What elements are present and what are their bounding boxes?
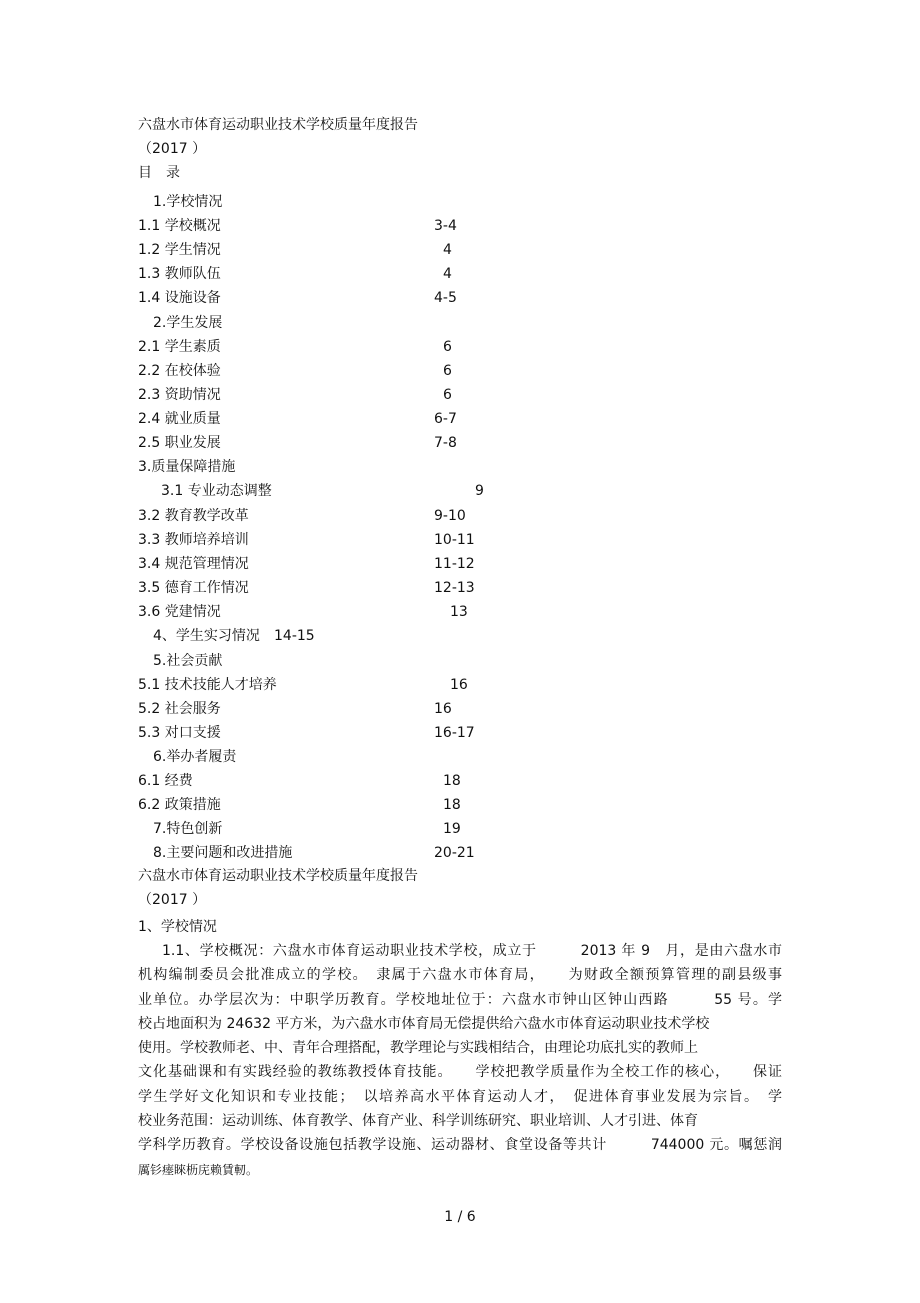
toc-item-label: 1.学校情况 xyxy=(153,194,223,210)
toc-item-label: 2.4 就业质量 xyxy=(138,411,221,427)
paragraph-line: 业单位。办学层次为：中职学历教育。学校地址位于：六盘水市钟山区钟山西路 55 号。学 xyxy=(138,991,782,1008)
toc-item-label: 3.5 德育工作情况 xyxy=(138,580,249,596)
toc-item-page: 3-4 xyxy=(434,218,457,234)
toc-item-label: 2.5 职业发展 xyxy=(138,435,221,451)
report-title: 六盘水市体育运动职业技术学校质量年度报告 xyxy=(138,117,418,133)
toc-item-page: 18 xyxy=(443,773,461,789)
toc-item-page: 14-15 xyxy=(274,628,315,644)
toc-item-label: 1.1 学校概况 xyxy=(138,218,221,234)
report-year: （2017 ） xyxy=(138,141,207,157)
school-overview-paragraph xyxy=(138,939,782,1182)
toc-item-page: 19 xyxy=(443,821,461,837)
report-year-repeat: （2017 ） xyxy=(138,892,207,908)
paragraph-line: 机构编制委员会批准成立的学校。 隶属于六盘水市体育局， 为财政全额预算管理的副县级事 xyxy=(138,967,782,984)
toc-item-label: 4、学生实习情况 xyxy=(153,628,260,644)
toc-item-page: 12-13 xyxy=(434,580,475,596)
paragraph-line: 学科学历教育。学校设备设施包括教学设施、运动器材、食堂设备等共计 744000 元。嘱惩润 xyxy=(138,1137,782,1154)
toc-item-label: 2.1 学生素质 xyxy=(138,339,221,355)
toc-item-page: 16 xyxy=(450,677,468,693)
section-heading: 1、学校情况 xyxy=(138,919,217,935)
toc-item-page: 11-12 xyxy=(434,556,475,572)
toc-item-page: 4-5 xyxy=(434,290,457,306)
toc-item-label: 7.特色创新 xyxy=(153,821,223,837)
toc-heading: 目 录 xyxy=(138,165,180,181)
toc-item-label: 5.1 技术技能人才培养 xyxy=(138,677,277,693)
paragraph-line: 学生学好文化知识和专业技能； 以培养高水平体育运动人才， 促进体育事业发展为宗旨。 学 xyxy=(138,1088,782,1105)
toc-item-label: 1.4 设施设备 xyxy=(138,290,221,306)
toc-item-label: 1.3 教师队伍 xyxy=(138,266,221,282)
toc-item-page: 13 xyxy=(450,604,468,620)
toc-item-page: 6-7 xyxy=(434,411,457,427)
paragraph-line: 1.1、学校概况：六盘水市体育运动职业技术学校，成立于 2013 年 9 月，是由六盘水市 xyxy=(162,943,782,959)
toc-item-page: 6 xyxy=(443,363,452,379)
toc-item-page: 16 xyxy=(434,701,452,717)
toc-item-page: 9-10 xyxy=(434,508,466,524)
toc-item-label: 2.2 在校体验 xyxy=(138,363,221,379)
toc-item-label: 1.2 学生情况 xyxy=(138,242,221,258)
toc-item-page: 4 xyxy=(443,242,452,258)
paragraph-line: 厲钐瘗睞枥庑赖賃軔。 xyxy=(138,1162,259,1177)
toc-item-label: 8.主要问题和改进措施 xyxy=(153,845,293,861)
toc-item-label: 3.3 教师培养培训 xyxy=(138,532,249,548)
toc-item-label: 5.社会贡献 xyxy=(153,653,223,669)
toc-item-page: 9 xyxy=(475,483,484,499)
toc-item-page: 10-11 xyxy=(434,532,475,548)
toc-item-page: 18 xyxy=(443,797,461,813)
toc-item-page: 6 xyxy=(443,387,452,403)
toc-item-label: 3.1 专业动态调整 xyxy=(161,483,272,499)
toc-item-page: 16-17 xyxy=(434,725,475,741)
toc-item-label: 3.2 教育教学改革 xyxy=(138,508,249,524)
toc-item-label: 6.举办者履责 xyxy=(153,749,237,765)
report-title-repeat: 六盘水市体育运动职业技术学校质量年度报告 xyxy=(138,868,418,884)
toc-item-label: 3.质量保障措施 xyxy=(138,459,236,475)
toc-item-page: 4 xyxy=(443,266,452,282)
paragraph-line: 使用。学校教师老、中、青年合理搭配，教学理论与实践相结合，由理论功底扎实的教师上 xyxy=(138,1040,698,1057)
toc-item-label: 5.2 社会服务 xyxy=(138,701,221,717)
toc-item-label: 2.学生发展 xyxy=(153,315,223,331)
paragraph-line: 校业务范围：运动训练、体育教学、体育产业、科学训练研究、职业培训、人才引进、体育 xyxy=(138,1113,698,1130)
toc-item-label: 3.4 规范管理情况 xyxy=(138,556,249,572)
toc-item-page: 20-21 xyxy=(434,845,475,861)
page-indicator: 1 / 6 xyxy=(444,1209,476,1225)
toc-item-label: 6.1 经费 xyxy=(138,773,193,789)
toc-item-label: 6.2 政策措施 xyxy=(138,797,221,813)
toc-item-label: 2.3 资助情况 xyxy=(138,387,221,403)
toc-item-page: 6 xyxy=(443,339,452,355)
toc-item-page: 7-8 xyxy=(434,435,457,451)
paragraph-line: 文化基础课和有实践经验的教练教授体育技能。 学校把教学质量作为全校工作的核心， 保证 xyxy=(138,1064,782,1081)
toc-item-label: 3.6 党建情况 xyxy=(138,604,221,620)
paragraph-line: 校占地面积为 24632 平方米，为六盘水市体育局无偿提供给六盘水市体育运动职业技术学校 xyxy=(138,1015,710,1032)
toc-item-label: 5.3 对口支援 xyxy=(138,725,221,741)
